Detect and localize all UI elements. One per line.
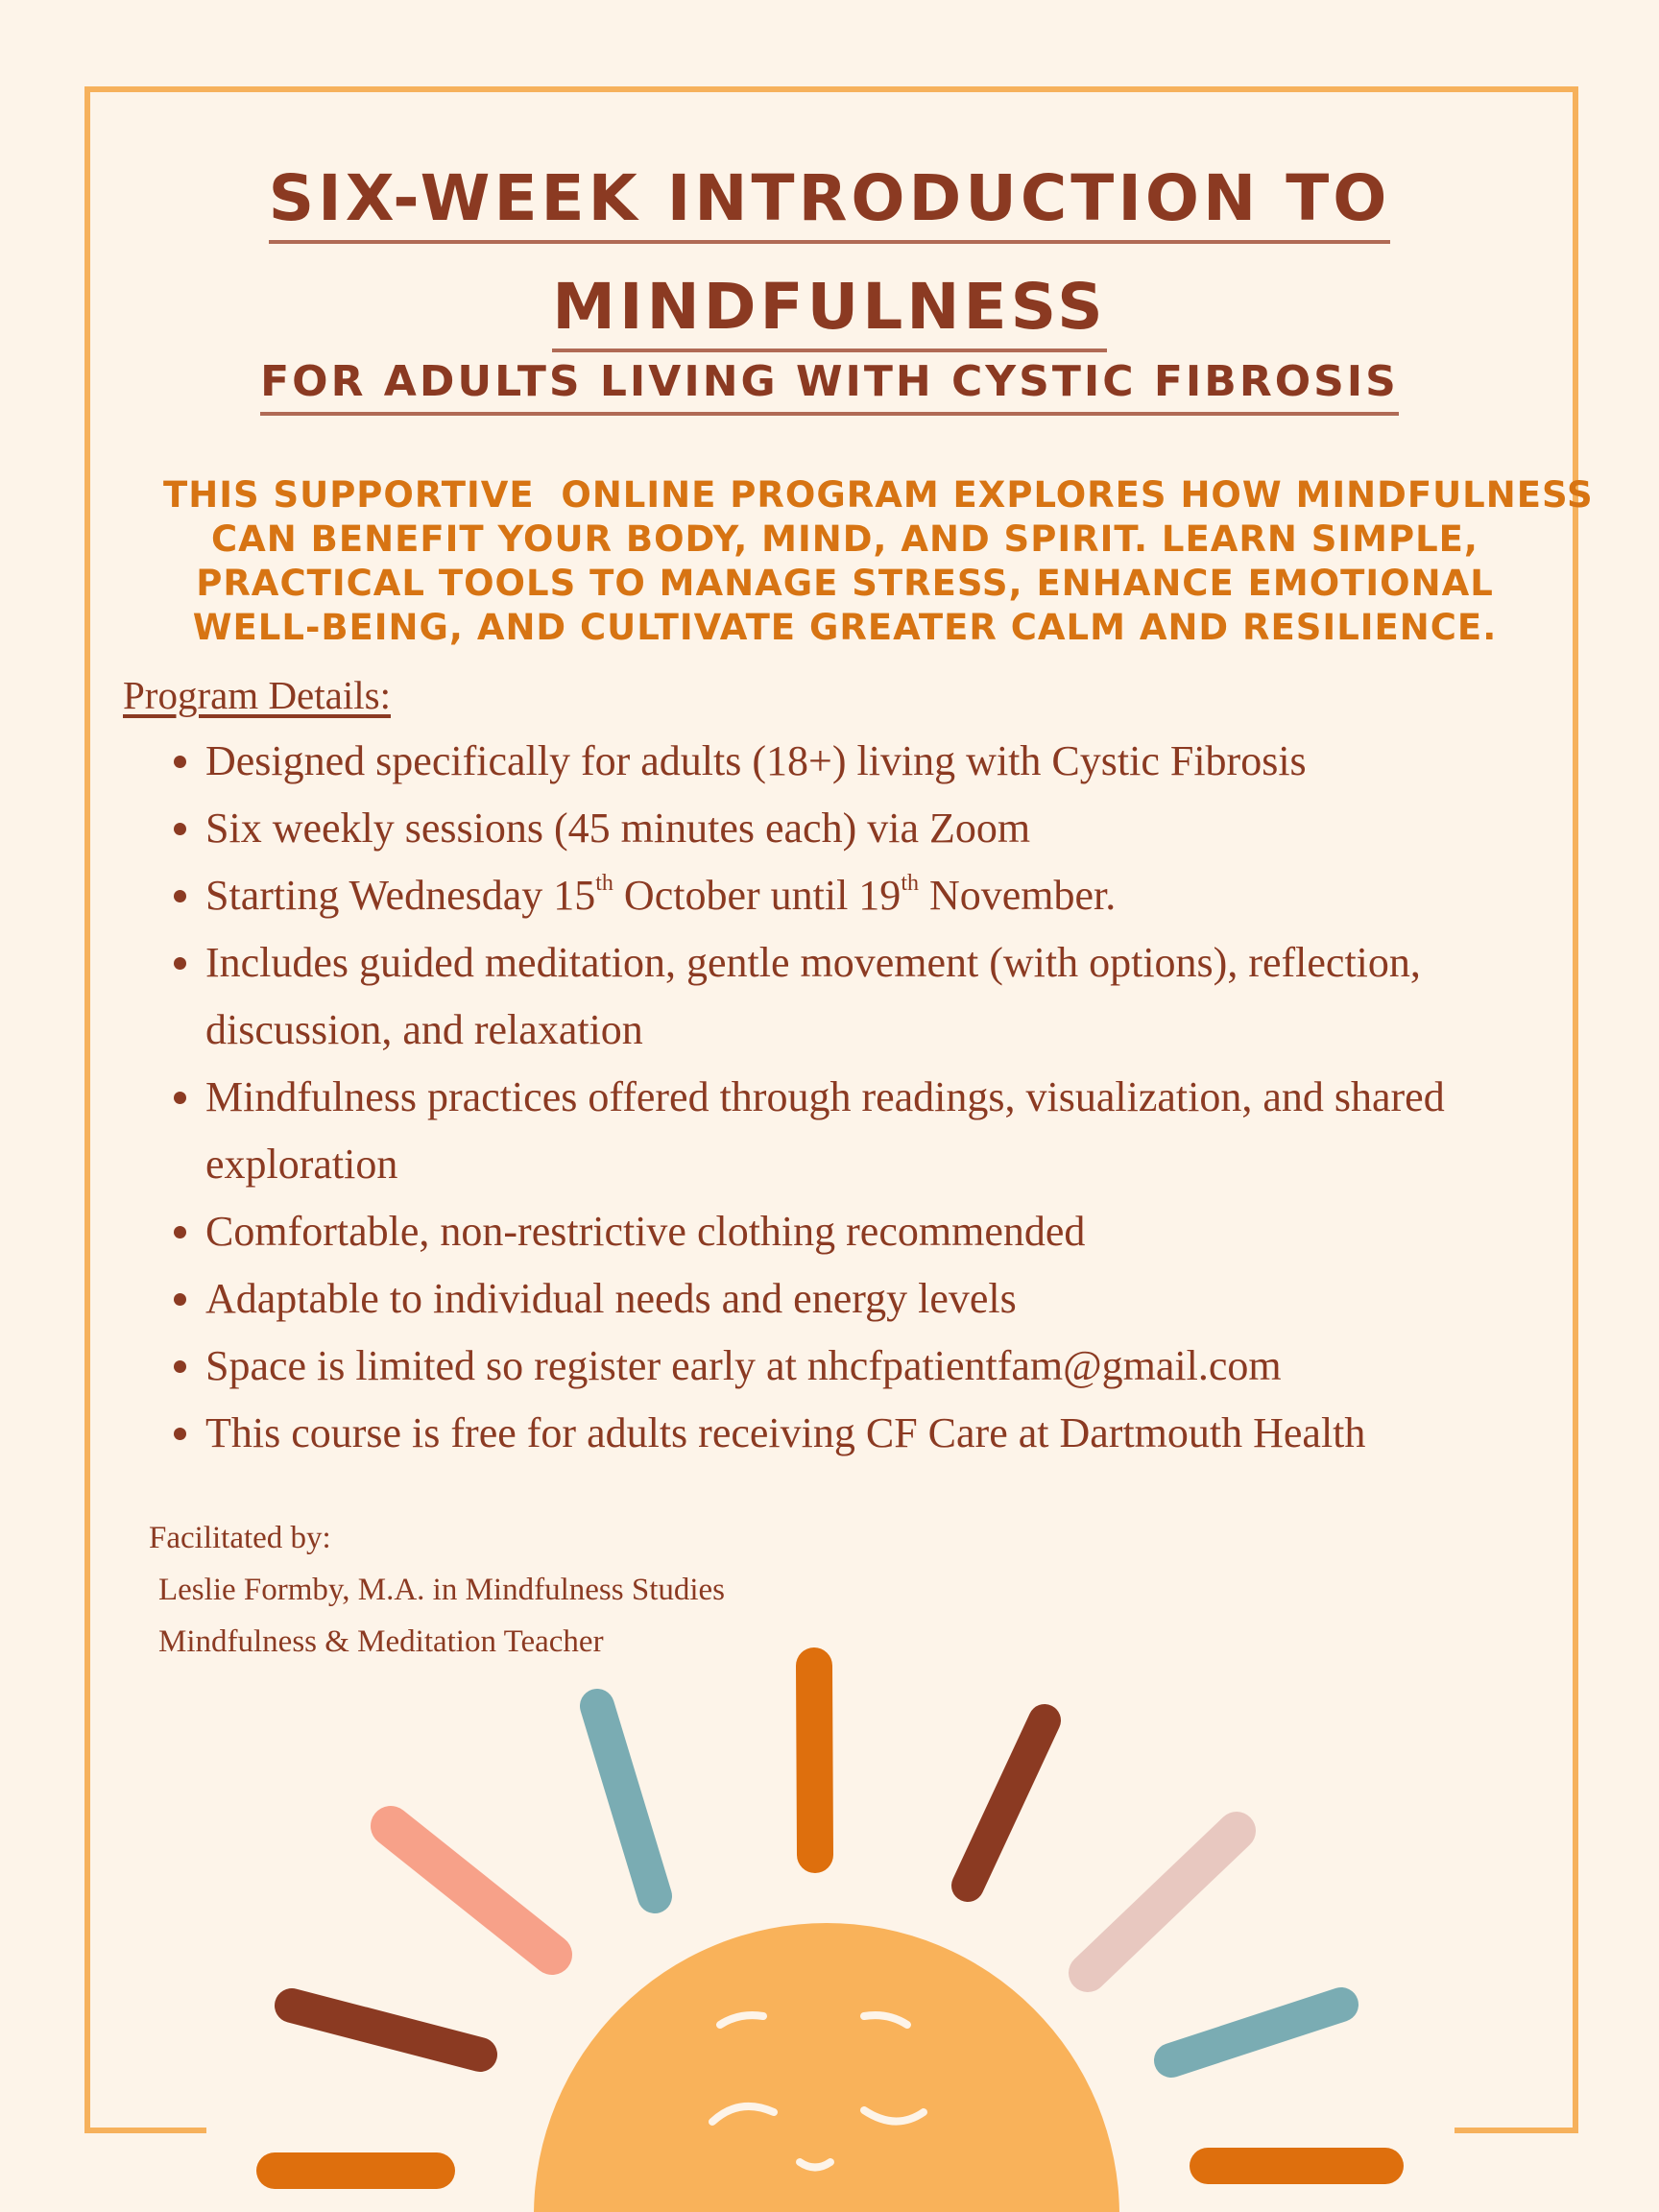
intro-line: THIS SUPPORTIVE ONLINE PROGRAM EXPLORES HOW MINDFULNESS	[163, 474, 1594, 516]
ordinal-suffix: th	[901, 871, 919, 896]
facilitator-name: Leslie Formby, M.A. in Mindfulness Studies	[158, 1573, 726, 1607]
detail-item: • Six weekly sessions (45 minutes each) via Zoom	[205, 795, 1578, 862]
page-subtitle	[0, 357, 1659, 406]
date-text: Starting Wednesday 15	[205, 872, 596, 919]
detail-item: • Comfortable, non-restrictive clothing recommended	[205, 1198, 1578, 1265]
intro-paragraph	[163, 473, 1594, 650]
detail-item: • Space is limited so register early at nhcfpatientfam@gmail.com	[205, 1333, 1578, 1400]
detail-item: • Adaptable to individual needs and energy levels	[205, 1265, 1578, 1333]
facilitator-block	[149, 1512, 725, 1668]
border-gap	[206, 2112, 1455, 2151]
intro-line: WELL-BEING, AND CULTIVATE GREATER CALM AND RESILIENCE.	[192, 607, 1498, 648]
subtitle-text: FOR ADULTS LIVING WITH CYSTIC FIBROSIS	[260, 357, 1399, 416]
smile	[800, 2162, 830, 2168]
detail-item: • Includes guided meditation, gentle movement (with options), reflection, discussion, and relaxation	[205, 929, 1578, 1064]
title-line-2: MINDFULNESS	[552, 266, 1106, 352]
title-line-1: SIX-WEEK INTRODUCTION TO	[269, 157, 1391, 244]
facilitator-role: Mindfulness & Meditation Teacher	[158, 1624, 604, 1659]
date-text: November.	[918, 872, 1117, 919]
intro-line: CAN BENEFIT YOUR BODY, MIND, AND SPIRIT. LEARN SIMPLE,	[211, 518, 1479, 560]
ordinal-suffix: th	[595, 871, 613, 896]
detail-item: • Mindfulness practices offered through readings, visualization, and shared exploration	[205, 1064, 1578, 1198]
detail-item: • Designed specifically for adults (18+) living with Cystic Fibrosis	[205, 728, 1578, 795]
program-details-heading: Program Details:	[123, 673, 391, 717]
program-details-list	[163, 728, 1578, 1467]
page-title	[0, 149, 1659, 366]
intro-line: PRACTICAL TOOLS TO MANAGE STRESS, ENHANCE EMOTIONAL	[196, 563, 1494, 604]
facilitator-label: Facilitated by:	[149, 1521, 331, 1555]
detail-item-dates	[205, 862, 1578, 929]
detail-item: • This course is free for adults receiving CF Care at Dartmouth Health	[205, 1400, 1578, 1467]
date-text: October until 19	[613, 872, 902, 919]
